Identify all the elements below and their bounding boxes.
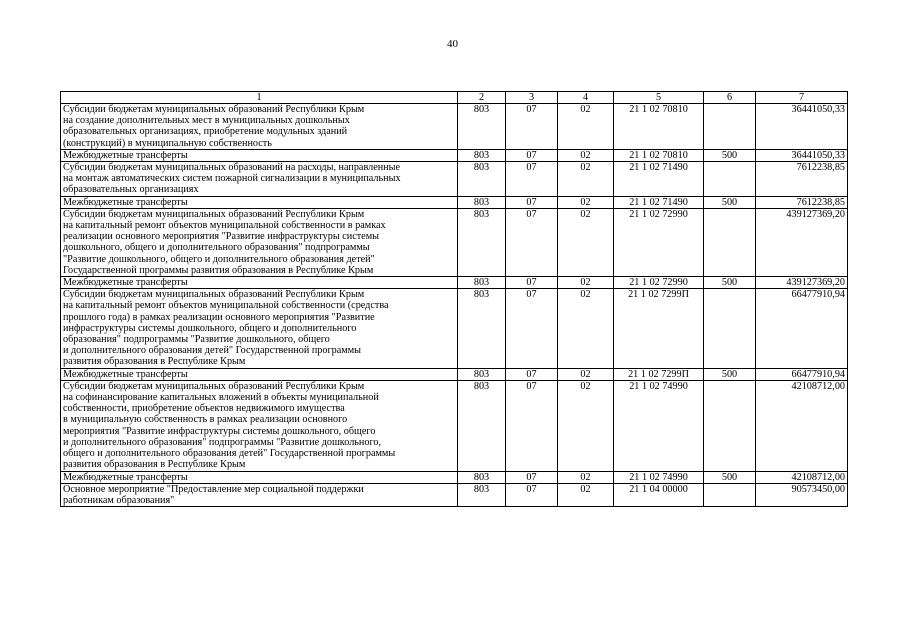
row-name: Субсидии бюджетам муниципальных образований Республики Крым на капитальный ремонт объектов муниципальной собственности (средства прошлого года) в рамках реализации основного мероприятия "Развитие инфраструктуры системы дошкольного, общего и дополнительного образования" подпрограммы "Развитие дошкольного, общего и дополнительного образования детей" Государственной программы развития образования в Республике Крым — [61, 289, 458, 368]
row-expense-type — [704, 104, 756, 150]
header-col-4: 4 — [558, 92, 614, 104]
row-ministry-code: 803 — [458, 277, 506, 289]
row-expense-type: 500 — [704, 277, 756, 289]
row-target-code: 21 1 02 70810 — [614, 104, 704, 150]
row-amount: 36441050,33 — [756, 104, 848, 150]
row-target-code: 21 1 02 71490 — [614, 162, 704, 197]
row-section-code: 07 — [506, 289, 558, 368]
row-amount: 7612238,85 — [756, 162, 848, 197]
row-ministry-code: 803 — [458, 208, 506, 276]
table-row — [61, 277, 848, 289]
row-section-code: 07 — [506, 104, 558, 150]
row-amount: 90573450,00 — [756, 483, 848, 506]
row-target-code: 21 1 02 72990 — [614, 208, 704, 276]
row-ministry-code: 803 — [458, 149, 506, 161]
row-expense-type — [704, 162, 756, 197]
header-col-5: 5 — [614, 92, 704, 104]
row-name: Межбюджетные трансферты — [61, 149, 458, 161]
row-subsection-code: 02 — [558, 162, 614, 197]
row-expense-type — [704, 380, 756, 471]
row-name: Основное мероприятие "Предоставление мер социальной поддержки работникам образования" — [61, 483, 458, 506]
row-name: Субсидии бюджетам муниципальных образований Республики Крым на капитальный ремонт объектов муниципальной собственности в рамках реализации основного мероприятия "Развитие инфраструктуры системы дошкольного, общего и дополнительного образования" подпрограммы "Развитие дошкольного, общего и дополнительного образования детей" Государственной программы развития образования в Республике Крым — [61, 208, 458, 276]
row-subsection-code: 02 — [558, 149, 614, 161]
row-name: Межбюджетные трансферты — [61, 471, 458, 483]
row-expense-type — [704, 289, 756, 368]
row-target-code: 21 1 04 00000 — [614, 483, 704, 506]
table-row — [61, 471, 848, 483]
row-target-code: 21 1 02 72990 — [614, 277, 704, 289]
row-amount: 66477910,94 — [756, 289, 848, 368]
row-subsection-code: 02 — [558, 471, 614, 483]
table-row — [61, 368, 848, 380]
header-col-3: 3 — [506, 92, 558, 104]
row-ministry-code: 803 — [458, 104, 506, 150]
row-expense-type: 500 — [704, 196, 756, 208]
row-subsection-code: 02 — [558, 208, 614, 276]
table-row — [61, 149, 848, 161]
row-ministry-code: 803 — [458, 162, 506, 197]
row-name: Межбюджетные трансферты — [61, 368, 458, 380]
row-expense-type: 500 — [704, 368, 756, 380]
row-name: Субсидии бюджетам муниципальных образований Республики Крым на создание дополнительных мест в муниципальных дошкольных образовательных организациях, приобретение модульных зданий (конструкций) в муниципальную собственность — [61, 104, 458, 150]
row-name: Межбюджетные трансферты — [61, 277, 458, 289]
table-header-row — [61, 92, 848, 104]
row-section-code: 07 — [506, 196, 558, 208]
row-subsection-code: 02 — [558, 368, 614, 380]
row-subsection-code: 02 — [558, 380, 614, 471]
header-col-2: 2 — [458, 92, 506, 104]
row-target-code: 21 1 02 70810 — [614, 149, 704, 161]
row-name: Субсидии бюджетам муниципальных образований Республики Крым на софинансирование капитальных вложений в объекты муниципальной собственности, приобретение объектов недвижимого имущества в муниципальную собственность в рамках реализации основного мероприятия "Развитие инфраструктуры системы дошкольного, общего и дополнительного образования" подпрограммы "Развитие дошкольного, общего и дополнительного образования детей" Государственной программы развития образования в Республике Крым — [61, 380, 458, 471]
row-ministry-code: 803 — [458, 289, 506, 368]
page-number: 40 — [447, 38, 458, 50]
row-amount: 42108712,00 — [756, 380, 848, 471]
row-target-code: 21 1 02 74990 — [614, 471, 704, 483]
row-amount: 7612238,85 — [756, 196, 848, 208]
row-section-code: 07 — [506, 483, 558, 506]
budget-table — [60, 91, 848, 507]
table-row — [61, 289, 848, 368]
row-expense-type — [704, 208, 756, 276]
row-ministry-code: 803 — [458, 380, 506, 471]
table-row — [61, 380, 848, 471]
row-target-code: 21 1 02 74990 — [614, 380, 704, 471]
row-subsection-code: 02 — [558, 289, 614, 368]
row-section-code: 07 — [506, 471, 558, 483]
row-section-code: 07 — [506, 277, 558, 289]
row-amount: 439127369,20 — [756, 277, 848, 289]
row-amount: 42108712,00 — [756, 471, 848, 483]
table-row — [61, 208, 848, 276]
row-section-code: 07 — [506, 380, 558, 471]
row-subsection-code: 02 — [558, 483, 614, 506]
row-subsection-code: 02 — [558, 277, 614, 289]
row-ministry-code: 803 — [458, 368, 506, 380]
table-row — [61, 104, 848, 150]
row-amount: 66477910,94 — [756, 368, 848, 380]
row-name: Субсидии бюджетам муниципальных образований на расходы, направленные на монтаж автоматических систем пожарной сигнализации в муниципальных образовательных организациях — [61, 162, 458, 197]
row-subsection-code: 02 — [558, 196, 614, 208]
header-col-1: 1 — [61, 92, 458, 104]
row-ministry-code: 803 — [458, 483, 506, 506]
row-amount: 36441050,33 — [756, 149, 848, 161]
row-amount: 439127369,20 — [756, 208, 848, 276]
table-row — [61, 483, 848, 506]
row-expense-type: 500 — [704, 471, 756, 483]
row-section-code: 07 — [506, 162, 558, 197]
row-target-code: 21 1 02 7299П — [614, 289, 704, 368]
table-row — [61, 196, 848, 208]
row-target-code: 21 1 02 71490 — [614, 196, 704, 208]
row-subsection-code: 02 — [558, 104, 614, 150]
row-section-code: 07 — [506, 208, 558, 276]
row-ministry-code: 803 — [458, 196, 506, 208]
header-col-6: 6 — [704, 92, 756, 104]
row-name: Межбюджетные трансферты — [61, 196, 458, 208]
header-col-7: 7 — [756, 92, 848, 104]
table-row — [61, 162, 848, 197]
row-expense-type — [704, 483, 756, 506]
row-section-code: 07 — [506, 149, 558, 161]
row-ministry-code: 803 — [458, 471, 506, 483]
row-target-code: 21 1 02 7299П — [614, 368, 704, 380]
row-expense-type: 500 — [704, 149, 756, 161]
row-section-code: 07 — [506, 368, 558, 380]
